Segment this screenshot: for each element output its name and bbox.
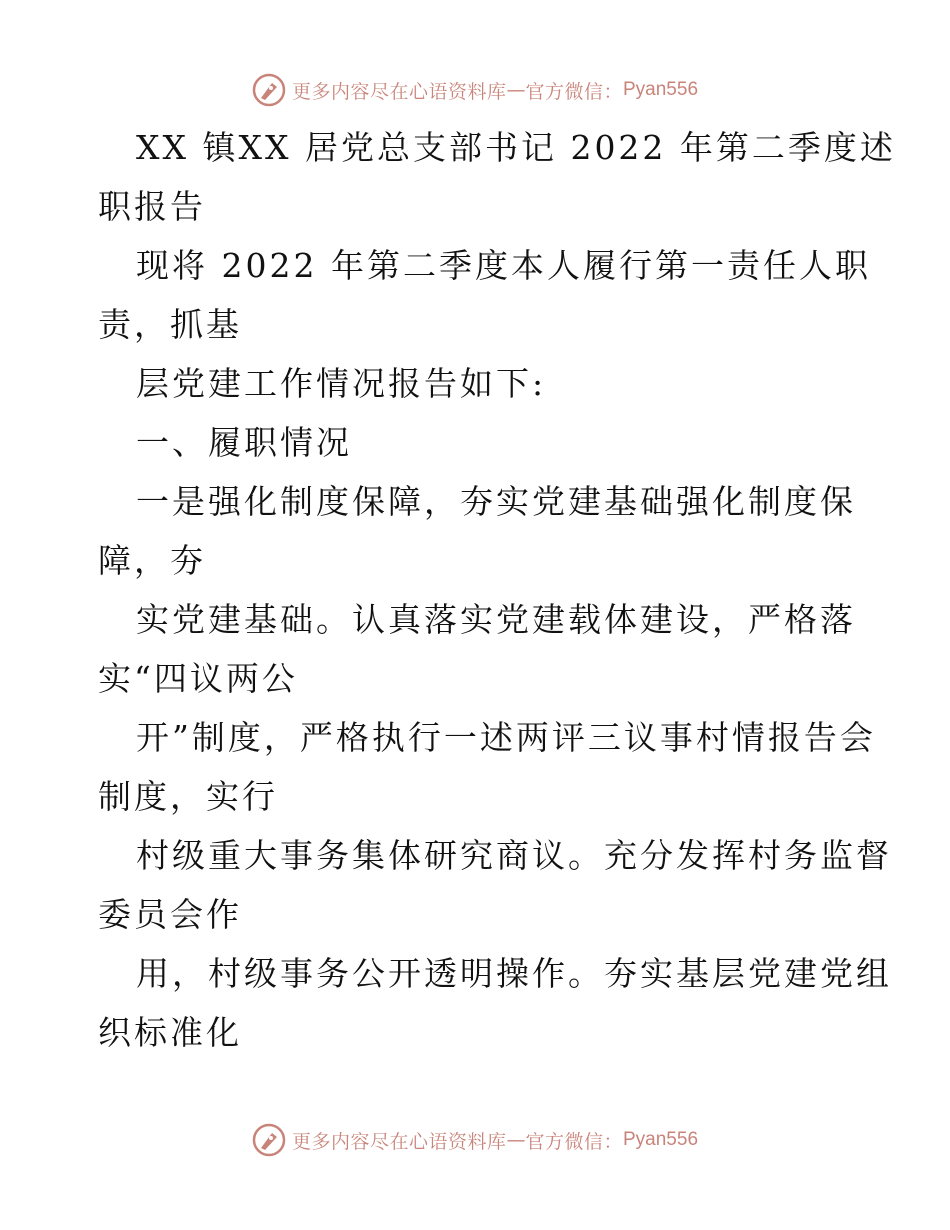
watermark-text: 更多内容尽在心语资料库 <box>291 1130 507 1153</box>
watermark-id: Pyan556 <box>623 79 699 100</box>
doc-line: 村级重大事务集体研究商议。充分发挥村务监督 <box>136 836 892 875</box>
doc-line: 用，村级事务公开透明操作。夯实基层党建党组 <box>136 954 892 993</box>
doc-line: 层党建工作情况报告如下: <box>136 364 547 403</box>
watermark-separator: — <box>506 1129 526 1151</box>
watermark-label: 官方微信： <box>525 1130 623 1153</box>
doc-line: 实党建基础。认真落实党建载体建设，严格落 <box>136 600 856 639</box>
watermark-label: 官方微信： <box>525 80 623 103</box>
doc-line: 一是强化制度保障，夯实党建基础强化制度保 <box>136 482 856 521</box>
doc-line: 开”制度，严格执行一述两评三议事村情报告会 <box>136 718 876 757</box>
doc-line: 职报告 <box>98 187 206 226</box>
pen-nib-logo-icon <box>252 1123 286 1157</box>
footer-watermark <box>0 1120 950 1160</box>
doc-line: 一、履职情况 <box>136 423 352 462</box>
pen-nib-logo-icon <box>252 73 286 107</box>
doc-line: 织标准化 <box>98 1013 242 1052</box>
header-watermark <box>0 70 950 110</box>
doc-line: 障，夯 <box>98 541 206 580</box>
document-body <box>98 118 896 1062</box>
doc-line: XX 镇XX 居党总支部书记 2022 年第二季度述 <box>136 128 896 167</box>
watermark-id: Pyan556 <box>623 1129 699 1150</box>
doc-line: 现将 2022 年第二季度本人履行第一责任人职 <box>136 246 871 285</box>
watermark-separator: — <box>506 79 526 101</box>
watermark-text: 更多内容尽在心语资料库 <box>291 80 507 103</box>
doc-line: 实“四议两公 <box>98 659 298 698</box>
doc-line: 委员会作 <box>98 895 242 934</box>
doc-line: 制度，实行 <box>98 777 278 816</box>
doc-line: 责，抓基 <box>98 305 242 344</box>
